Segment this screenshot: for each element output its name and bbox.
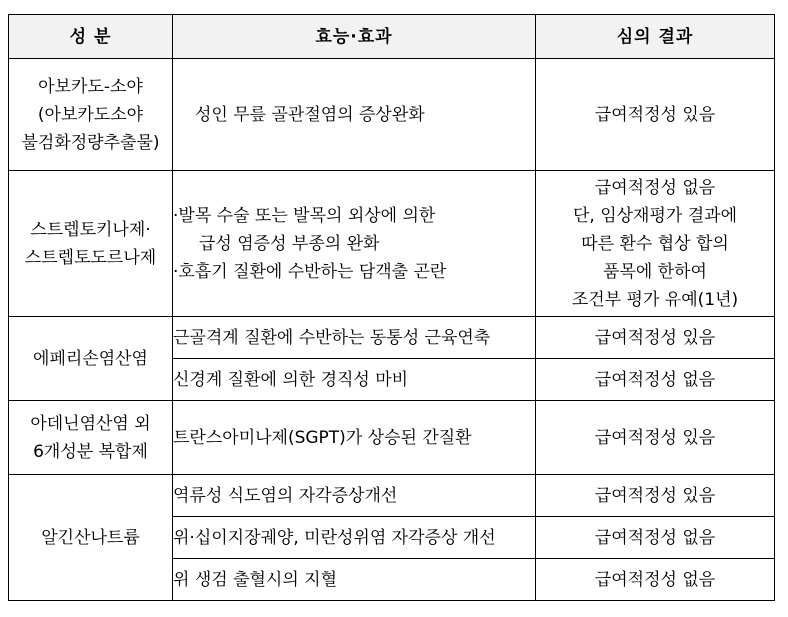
component-text: 6개성분 복합제	[33, 441, 148, 462]
result-cell: 급여적정성 있음	[536, 401, 775, 475]
component-text: 에페리손염산염	[33, 348, 148, 369]
component-cell	[9, 475, 173, 601]
result-text: 단, 임상재평가 결과에	[572, 205, 737, 226]
result-cell: 급여적정성 없음	[536, 517, 775, 559]
efficacy-cell: 신경계 질환에 의한 경직성 마비	[173, 359, 536, 401]
result-text: 따른 환수 협상 합의	[581, 233, 729, 254]
efficacy-cell: 위 생검 출혈시의 지혈	[173, 559, 536, 601]
result-cell: 급여적정성 있음	[536, 317, 775, 359]
table-row	[9, 59, 775, 171]
result-text: 품목에 한하여	[603, 261, 707, 282]
component-text: 아보카도-소야	[38, 76, 143, 97]
component-cell	[9, 401, 173, 475]
header-row	[9, 15, 775, 59]
efficacy-cell: 트란스아미나제(SGPT)가 상승된 간질환	[173, 401, 536, 475]
table-row	[9, 171, 775, 317]
result-text: 급여적정성 없음	[594, 177, 716, 198]
header-efficacy: 효능·효과	[173, 15, 536, 59]
component-cell	[9, 171, 173, 317]
review-results-table	[8, 14, 775, 601]
component-cell	[9, 59, 173, 171]
component-text: 스트렙토키나제·	[30, 219, 151, 240]
component-text: 알긴산나트륨	[41, 527, 140, 548]
efficacy-cell: 성인 무릎 골관절염의 증상완화	[173, 59, 536, 171]
result-cell: 급여적정성 있음	[536, 59, 775, 171]
efficacy-text: 급성 염증성 부종의 완화	[199, 233, 380, 254]
result-cell: 급여적정성 없음	[536, 359, 775, 401]
component-text: 불검화정량추출물)	[21, 132, 160, 153]
result-cell: 급여적정성 없음	[536, 559, 775, 601]
component-text: (아보카도소야	[37, 104, 144, 125]
header-result: 심의 결과	[536, 15, 775, 59]
result-text: 조건부 평가 유예(1년)	[571, 289, 739, 310]
header-component: 성 분	[9, 15, 173, 59]
component-text: 스트렙토도르나제	[24, 247, 157, 268]
efficacy-text: ·호흡기 질환에 수반하는 담객출 곤란	[173, 261, 447, 282]
result-cell: 급여적정성 있음	[536, 475, 775, 517]
efficacy-cell: 근골격계 질환에 수반하는 동통성 근육연축	[173, 317, 536, 359]
component-cell	[9, 317, 173, 401]
efficacy-cell	[173, 171, 536, 317]
efficacy-cell: 위·십이지장궤양, 미란성위염 자각증상 개선	[173, 517, 536, 559]
efficacy-cell: 역류성 식도염의 자각증상개선	[173, 475, 536, 517]
table-row	[9, 401, 775, 475]
component-text: 아데닌염산염 외	[30, 413, 151, 434]
table-row	[9, 475, 775, 517]
table-row	[9, 317, 775, 359]
efficacy-text: ·발목 수술 또는 발목의 외상에 의한	[173, 205, 436, 226]
result-cell	[536, 171, 775, 317]
